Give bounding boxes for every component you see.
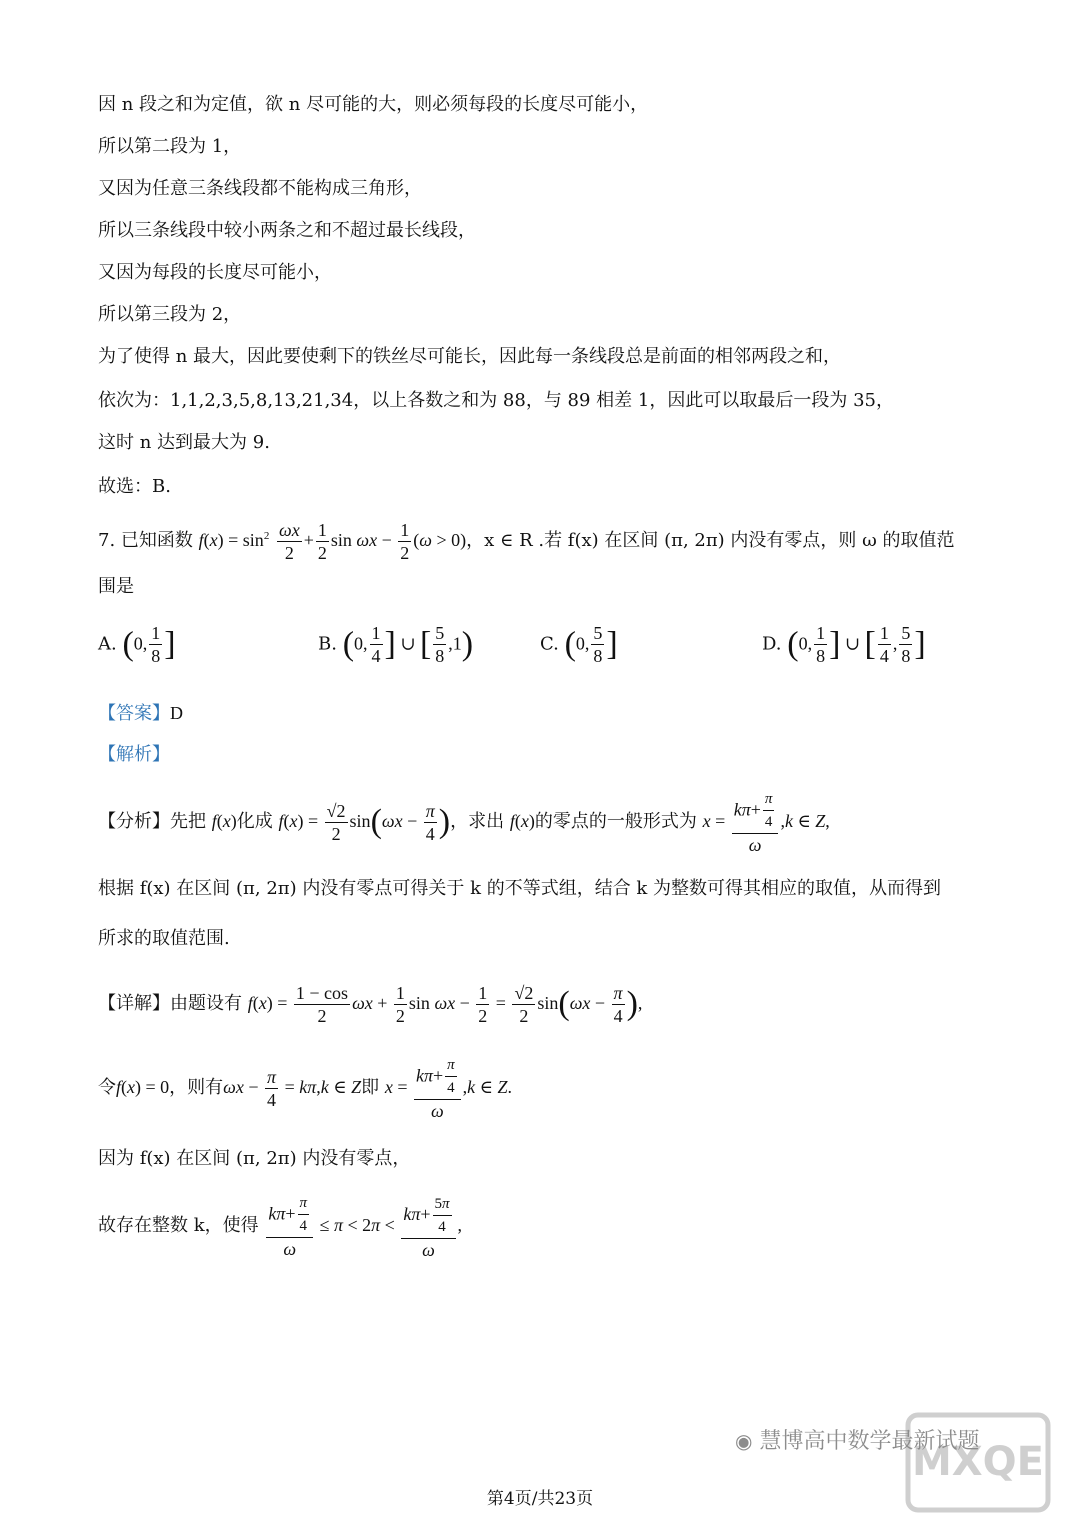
analysis-label: 【分析】 — [98, 811, 170, 832]
question-7-stem-end: 围是 — [98, 576, 134, 597]
svg-text:MXQE: MXQE — [912, 1439, 1044, 1485]
option-d: D. (0, $\frac{1}{8}$ ] ∪ [ $\frac{1}{4}$ , $\frac{5}{8}$ ] — [762, 623, 926, 666]
answer-line — [98, 700, 183, 727]
detail-label: 【详解】 — [98, 993, 170, 1014]
solution-line-2: 所以第二段为 1， — [98, 136, 242, 157]
option-a: A. (0, $\frac{1}{8}$ ] — [98, 623, 176, 666]
detail-text-2b: ，则有 — [169, 1077, 224, 1098]
solution-line-8: 依次为：1,1,2,3,5,8,13,21,34，以上各数之和为 88，与 89 相差 1，因此可以取最后一段为 35， — [98, 390, 894, 411]
option-c-label: C. — [540, 633, 559, 655]
solution-line-5: 又因为每段的长度尽可能小， — [98, 262, 332, 283]
analysis-heading — [98, 742, 170, 768]
solution-line-3: 又因为任意三条线段都不能构成三角形， — [98, 178, 422, 199]
answer-value: D — [170, 703, 183, 723]
answer-tag: 【答案】 — [98, 703, 170, 724]
watermark-label: 慧博高中数学最新试题 — [759, 1429, 980, 1454]
detail-text-2c: 即 — [361, 1077, 380, 1098]
analysis-text-4: 的零点的一般形式为 — [534, 811, 697, 832]
solution-line-1: 因 n 段之和为定值，欲 n 尽可能的大，则必须每段的长度尽可能小， — [98, 94, 649, 115]
analysis-line-2: 根据 f(x) 在区间 (π, 2π) 内没有零点可得关于 k 的不等式组，结合 k 为整数可得其相应的取值，从而得到 — [98, 878, 942, 899]
function-definition: f — [198, 530, 204, 550]
detail-line-1: 【详解】由题设有 f(x) = $\frac{1 - \cos}{2}$ ωx + $\frac{1}{2}$ sin ωx − $\frac{1}{2}$ = $\frac{√2}{2}$ sin(ωx − $\frac{\pi}{4}$ ), — [98, 982, 643, 1026]
analysis-line-1: 【分析】先把 f(x)化成 f(x) = $\frac{√2}{2}$ sin(ωx − $\frac{\pi}{4}$ )，求出 f(x)的零点的一般形式为 x = kπ+ $\frac{\pi}{4}$ ω ,k ∈ Z, — [98, 788, 830, 856]
detail-line-3: 因为 f(x) 在区间 (π, 2π) 内没有零点， — [98, 1148, 411, 1169]
detail-line-2: 令f(x) = 0，则有ωx − $\frac{\pi}{4}$ = kπ,k ∈ Z即 x = kπ+ $\frac{\pi}{4}$ ω ,k ∈ Z. — [98, 1054, 512, 1122]
option-c: C. (0, $\frac{5}{8}$ ] — [540, 623, 618, 666]
analysis-text-2: 化成 — [236, 811, 273, 832]
analysis-text-1: 先把 — [170, 811, 206, 832]
option-d-label: D. — [762, 633, 782, 655]
detail-line-4: 故存在整数 k，使得 kπ+ $\frac{\pi}{4}$ ω ≤ π < 2π < kπ+ $\frac{5\pi}{4}$ ω , — [98, 1190, 462, 1261]
analysis-tag: 【解析】 — [98, 744, 170, 765]
solution-line-9: 这时 n 达到最大为 9. — [98, 432, 270, 453]
analysis-line-3: 所求的取值范围. — [98, 928, 230, 949]
option-a-label: A. — [98, 633, 117, 655]
analysis-text-3: ，求出 — [450, 811, 505, 832]
watermark-text — [735, 1424, 979, 1455]
option-b: B. (0, $\frac{1}{4}$ ] ∪ [ $\frac{5}{8}$ ,1) — [318, 623, 474, 666]
wechat-icon: ◉ — [735, 1429, 753, 1453]
question-condition: ，x ∈ R .若 f(x) 在区间 (π, 2π) 内没有零点，则 ω 的取值范 — [466, 530, 955, 551]
detail-text-1: 由题设有 — [170, 993, 242, 1014]
question-7-stem: 7. 已知函数 $f(x) = \sin^2$ $\frac{\omega x}{2}$ + $\frac{1}{2}$ sin ωx − $\frac{1}{2}$ (ω > 0)，x ∈ R .若 f(x) 在区间 (π, 2π) 内没有零点，则 ω 的取值范 — [98, 519, 955, 563]
detail-text-2a: 令 — [98, 1077, 116, 1098]
question-number: 7. 已知函数 — [98, 530, 193, 551]
solution-line-6: 所以第三段为 2， — [98, 304, 242, 325]
option-b-label: B. — [318, 633, 337, 655]
solution-line-7: 为了使得 n 最大，因此要使剩下的铁丝尽可能长，因此每一条线段总是前面的相邻两段之和， — [98, 346, 842, 367]
page-footer: 第4页/共23页 — [486, 1489, 594, 1509]
detail-text-4a: 故存在整数 k，使得 — [98, 1215, 259, 1236]
solution-line-10: 故选：B. — [98, 476, 171, 497]
solution-line-4: 所以三条线段中较小两条之和不超过最长线段， — [98, 220, 476, 241]
